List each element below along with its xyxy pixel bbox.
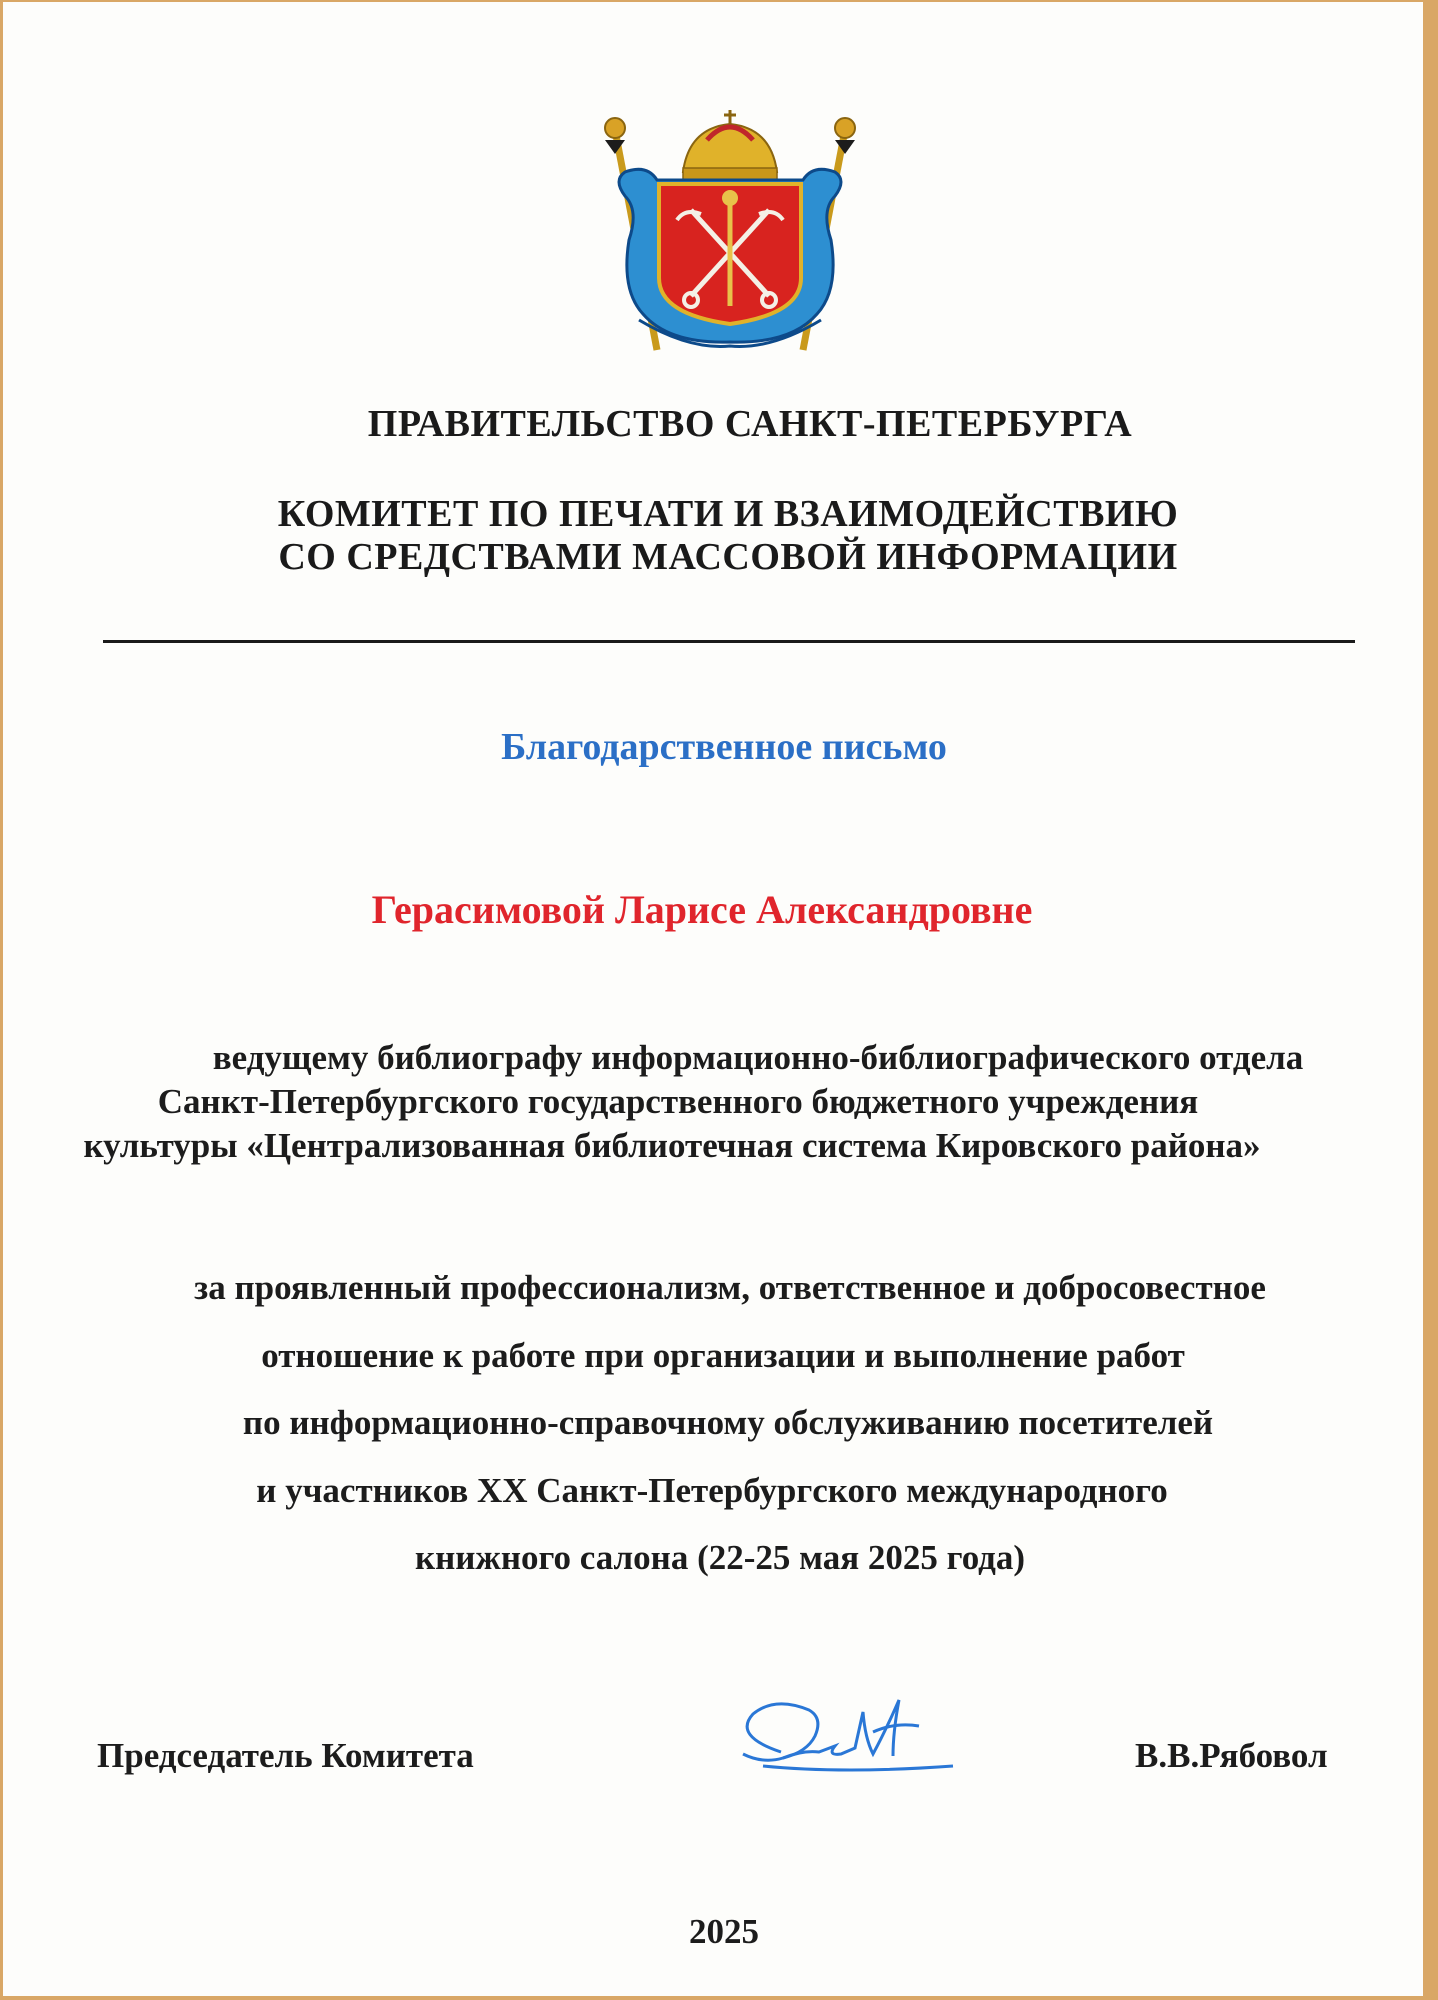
reason-line-4: и участников XX Санкт-Петербургского международного (256, 1471, 1168, 1510)
certificate-sheet (3, 2, 1423, 1996)
st-petersburg-coat-of-arms-icon (599, 110, 861, 360)
position-line-1: ведущему библиографу информационно-библиографического отдела (212, 1038, 1304, 1077)
committee-heading-line-1: КОМИТЕТ ПО ПЕЧАТИ И ВЗАИМОДЕЙСТВИЮ (277, 493, 1179, 535)
committee-heading-line-2: СО СРЕДСТВАМИ МАССОВОЙ ИНФОРМАЦИИ (278, 536, 1178, 578)
document-title: Благодарственное письмо (501, 726, 947, 768)
reason-line-2: отношение к работе при организации и выполнение работ (261, 1336, 1185, 1375)
position-line-3: культуры «Централизованная библиотечная система Кировского района» (83, 1126, 1261, 1165)
signatory-name: В.В.Рябовол (1135, 1736, 1328, 1775)
reason-line-1: за проявленный профессионализм, ответственное и добросовестное (194, 1268, 1266, 1307)
position-line-2: Санкт-Петербургского государственного бюджетного учреждения (157, 1082, 1199, 1121)
reason-line-5: книжного салона (22-25 мая 2025 года) (414, 1538, 1026, 1577)
government-heading: ПРАВИТЕЛЬСТВО САНКТ-ПЕТЕРБУРГА (367, 403, 1133, 445)
recipient-name: Герасимовой Ларисе Александровне (371, 887, 1033, 932)
header-divider (103, 640, 1355, 643)
handwritten-signature-icon (723, 1692, 963, 1782)
reason-line-3: по информационно-справочному обслуживанию посетителей (242, 1403, 1214, 1442)
signatory-title: Председатель Комитета (97, 1736, 474, 1775)
document-year: 2025 (689, 1912, 759, 1951)
